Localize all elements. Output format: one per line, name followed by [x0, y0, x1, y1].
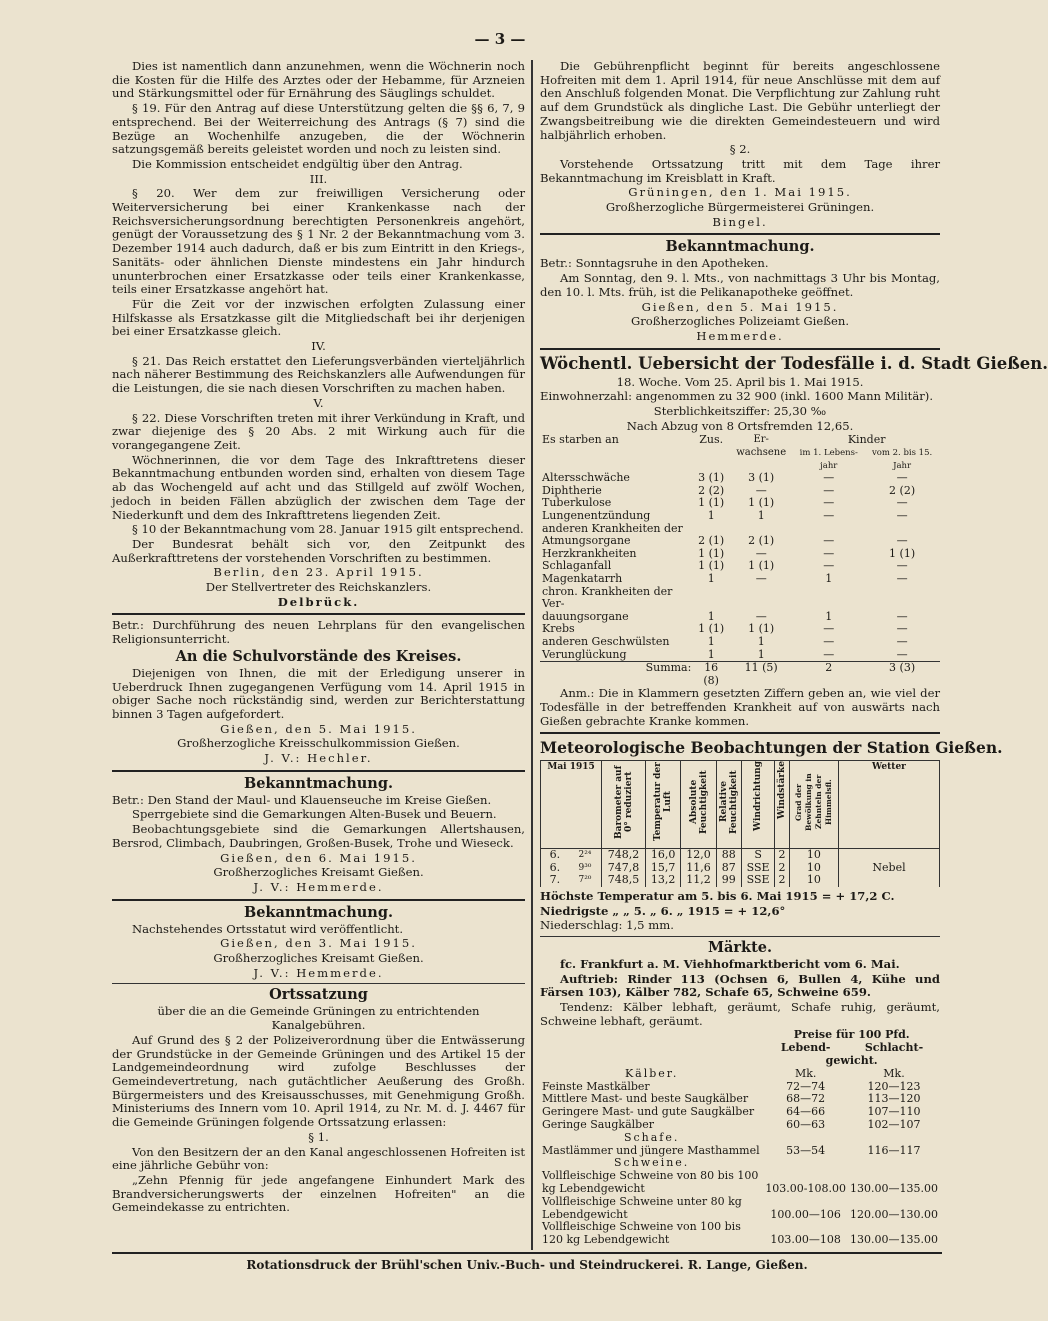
paragraph: Die Gebührenpflicht beginnt für bereits angeschlossene Hofreiten mit dem 1. April 1914, für neue Anschlüsse mit dem auf den Anschluß folgenden Monat. Die Verpflichtung zur Zahlung ruht auf dem Grundstück als dingliche Last. Die Gebühr unterliegt der Zwangsbeitreibung wie die direkten Gemeindesteuern und wird halbjährlich erhoben.: [540, 59, 940, 142]
signature-place-date: Gießen, den 6. Mai 1915.: [220, 850, 417, 865]
price-slaughter: 120.00—130.00: [850, 1207, 938, 1221]
meteo-cell: 748,5: [602, 874, 646, 887]
paragraph: § 10 der Bekanntmachung vom 28. Januar 1915 gilt entsprechend.: [132, 522, 524, 537]
price-live: 103.00—108: [770, 1233, 841, 1247]
col-wind-direction-label: Windrichtung: [753, 761, 764, 832]
count-cell: 1: [707, 634, 715, 648]
count-cell: —: [823, 559, 835, 573]
rule: [112, 899, 525, 901]
paragraph-number: § 2.: [729, 142, 751, 157]
paragraph: Für die Zeit vor der inzwischen erfolgten Zulassung einer Hilfskasse als Ersatzkasse gilt die Mitgliedschaft bei ihr derjenigen bei einer Ersatzkasse gleich.: [112, 296, 525, 339]
price-live: 60—63: [786, 1118, 826, 1132]
section-heading: III.: [309, 171, 328, 186]
count-cell: 1: [825, 572, 833, 585]
count-cell: —: [823, 509, 835, 523]
paragraph: Vorstehende Ortssatzung tritt mit dem Tage ihrer Bekanntmachung im Kreisblatt in Kraft.: [540, 156, 940, 185]
price-live: 72—74: [786, 1079, 826, 1093]
col-date: [541, 761, 602, 849]
col-date-label: Mai 1915: [547, 762, 595, 773]
paragraph: Der Bundesrat behält sich vor, den Zeitpunkt des Außerkrafttretens der vorstehenden Vorschriften zu bestimmen.: [112, 536, 525, 565]
notice-title: Bekanntmachung.: [243, 903, 394, 921]
count-cell: —: [823, 496, 835, 510]
col-rel-humidity-label: Relative Feuchtigkeit: [718, 770, 739, 835]
markets-supply: Auftrieb: Rinder 113 (Ochsen 6, Bullen 4, Kühe und Färsen 103), Kälber 782, Schafe 65, Schweine 659.: [540, 971, 940, 1000]
table-row: [540, 611, 940, 624]
cause-cell: anderen Geschwülsten: [542, 634, 670, 648]
paragraph: Wöchnerinnen, die vor dem Tage des Inkrafttretens dieser Bekanntmachung entbunden worden sind, erhalten von diesem Tage ab das Wochengeld auf acht und das Stillgeld auf zwölf Wochen, jedoch in beiden Fällen abzüglich der zwischen dem Tage der Niederkunft und dem des Inkrafttretens liegenden Zeit.: [112, 452, 525, 522]
table-row: [540, 586, 940, 611]
count-cell: —: [896, 559, 908, 573]
price-row: [540, 1170, 940, 1196]
signature-name: Delbrück.: [277, 594, 360, 609]
notice-subject: Betr.: Sonntagsruhe in den Apotheken.: [540, 256, 769, 271]
count-cell: —: [755, 546, 767, 560]
left-column: [112, 60, 525, 1246]
count-cell: —: [896, 609, 908, 623]
unit-mk: Mk.: [883, 1066, 905, 1080]
price-slaughter-head: Schlacht-: [864, 1041, 924, 1055]
meteo-cell: [839, 849, 940, 862]
deaths-note: Anm.: Die in Klammern gesetzten Ziffern geben an, wie viel der Todesfälle in der betreffenden Krankheit auf von auswärts nach Gießen gebrachte Kranke kommen.: [540, 686, 940, 728]
rule: [540, 348, 940, 350]
price-live: 100.00—106: [770, 1207, 841, 1221]
cause-cell: Diphtherie: [542, 483, 602, 497]
col-wind-direction: [741, 761, 774, 849]
count-cell: 1: [707, 647, 715, 661]
table-row: [540, 649, 940, 662]
col-cloud: [789, 761, 838, 849]
price-slaughter: 116—117: [867, 1143, 921, 1157]
cause-cell: Schlaganfall: [542, 559, 612, 573]
meteo-cell: 9³⁰: [569, 862, 602, 875]
col-weather: [839, 761, 940, 849]
cause-cell: anderen Krankheiten der: [542, 521, 683, 535]
col-wind-strength: [775, 761, 789, 849]
notice-title: Bekanntmachung.: [665, 238, 815, 256]
signature-place-date: Berlin, den 23. April 1915.: [213, 565, 424, 580]
meteo-cell: 13,2: [645, 874, 680, 887]
paragraph: § 22. Diese Vorschriften treten mit ihrer Verkündung in Kraft, und zwar diejenige des § 20 Abs. 2 mit Wirkung auch für die vorangegangene Zeit.: [112, 410, 525, 452]
meteo-cell: 7²⁰: [569, 874, 602, 887]
count-cell: —: [823, 471, 835, 485]
meteo-rain: Niederschlag: 1,5 mm.: [540, 918, 674, 933]
paragraph: Die Kommission entscheidet endgültig über den Antrag.: [132, 156, 463, 171]
rule: [540, 233, 940, 235]
paragraph: § 19. Für den Antrag auf diese Unterstützung gelten die §§ 6, 7, 9 entsprechend. Bei der Weiterreichung des Antrags (§ 7) sind die Bezüge an Wochenhilfe anzugeben, die der Wöchnerin satzungsgemäß bereits geleistet worden und noch zu leisten sind.: [112, 101, 525, 157]
meteo-cell: 11,2: [681, 874, 716, 887]
col-barometer: [602, 761, 646, 849]
meteo-table: [540, 760, 940, 886]
price-item: Mastlämmer und jüngere Masthammel: [542, 1143, 760, 1157]
count-cell: 3 (1): [698, 471, 725, 485]
markets-tendency: Tendenz: Kälber lebhaft, geräumt, Schafe ruhig, geräumt, Schweine lebhaft, geräumt.: [540, 1000, 940, 1028]
count-cell: [693, 586, 729, 611]
price-row: [540, 1221, 940, 1247]
sum-label: Summa:: [645, 661, 692, 675]
count-cell: —: [896, 572, 908, 585]
unit-mk: Mk.: [794, 1066, 817, 1080]
col-cloud-label: Grad der Bewölkung in Zehnteln der Himmelsfl.: [793, 773, 833, 832]
table-row: [541, 862, 940, 875]
col-children: Kinder: [847, 433, 886, 447]
price-row: [540, 1145, 940, 1158]
signature-office: Großherzogliches Polizeiamt Gießen.: [630, 314, 850, 329]
meteo-min: Niedrigste „ „ 5. „ 6. „ 1915 = + 12,6°: [540, 903, 786, 918]
paragraph: „Zehn Pfennig für jede angefangene Einhundert Mark des Brandversicherungswerts der einzelnen Hofreiten" an die Gemeindekasse zu entrichten.: [112, 1172, 525, 1215]
signature-name: J. V.: Hechler.: [264, 751, 373, 766]
count-cell: 2 (1): [748, 534, 775, 548]
cause-cell: Tuberkulose: [542, 496, 612, 510]
price-live: 64—66: [786, 1105, 826, 1119]
meteo-title: Meteorologische Beobachtungen der Station Gießen.: [540, 738, 1003, 758]
page-number: — 3 —: [474, 30, 526, 48]
notice-heading: An die Schulvorstände des Kreises.: [175, 647, 462, 665]
paragraph: Beobachtungsgebiete sind die Gemarkungen Allertshausen, Bersrod, Climbach, Daubringen, Großen-Busek, Trohe und Wieseck.: [112, 822, 525, 850]
price-item: Feinste Mastkälber: [542, 1079, 650, 1093]
paragraph: Dies ist namentlich dann anzunehmen, wenn die Wöchnerin noch die Kosten für die Hilfe des Arztes oder der Hebamme, für Arzneien und Stärkungsmittel oder für Ernährung des Säuglings schuldet.: [112, 59, 525, 101]
count-cell: —: [755, 572, 767, 585]
meteo-cell: 10: [789, 849, 838, 862]
rule: [540, 732, 940, 734]
price-item: Vollfleischige Schweine unter 80 kg Lebendgewicht: [542, 1194, 742, 1221]
count-cell: [729, 586, 793, 611]
sum-first-year: 2: [825, 661, 833, 675]
col-first-year: im 1. Lebensjahr: [799, 448, 858, 471]
count-cell: —: [896, 622, 908, 636]
price-slaughter: 113—120: [867, 1092, 921, 1106]
price-table: [540, 1029, 940, 1247]
cause-cell: Herzkrankheiten: [542, 546, 637, 560]
meteo-cell: 7.: [541, 874, 569, 887]
paragraph: Auf Grund des § 2 der Polizeiverordnung über die Entwässerung der Grundstücke in der Gemeinde Grüningen und des Artikel 15 der Landgemeindeordnung wird zufolge Beschlusses der Gemeindevertretung, nach gutächtlicher Aeußerung des Großh. Bürgermeisters und des Kreisausschusses, mit Genehmigung Großh. Ministeriums des Innern vom 10. April 1914, zu Nr. M. d. J. 4467 für die Gemeinde Grüningen folgende Ortssatzung erlassen:: [112, 1032, 525, 1130]
deaths-table: [540, 434, 940, 687]
deaths-rate: Sterblichkeitsziffer: 25,30 ‰: [653, 404, 827, 419]
count-cell: 1: [707, 572, 715, 585]
price-slaughter: 120—123: [867, 1079, 921, 1093]
meteo-cell: 2: [775, 874, 789, 887]
paragraph: § 20. Wer dem zur freiwilligen Versicherung oder Weiterversicherung bei einer Krankenkasse nach der Reichsversicherungsordnung berechtigten Personenkreis angehört, genügt der Voraussetzung des § 1 Nr. 2 der Bekanntmachung vom 3. Dezember 1914 auch dadurch, daß er bis zum Eintritt in den Kriegs-, Sanitäts- oder ähnlichen Dienste mindestens ein Jahr hindurch ununterbrochen einer Ersatzkasse oder teils einer Krankenkasse, teils einer Ersatzkasse angehört hat.: [112, 186, 525, 297]
printer-footer: Rotationsdruck der Brühl'schen Univ.-Buch- und Steindruckerei. R. Lange, Gießen.: [112, 1252, 942, 1272]
cause-cell: Atmungsorgane: [542, 534, 631, 548]
price-live: 53—54: [786, 1143, 826, 1157]
col-2-15-years: vom 2. bis 15. Jahr: [871, 448, 933, 471]
meteo-cell: 10: [789, 862, 838, 875]
count-cell: 1: [757, 634, 765, 648]
meteo-cell: 11,6: [681, 862, 716, 875]
notice-subject: Betr.: Durchführung des neuen Lehrplans für den evangelischen Religionsunterricht.: [112, 618, 525, 647]
meteo-cell: Nebel: [839, 862, 940, 875]
signature-name: J. V.: Hemmerde.: [253, 965, 384, 980]
meteo-cell: SSE: [741, 874, 774, 887]
meteo-cell: S: [741, 849, 774, 862]
count-cell: —: [896, 534, 908, 548]
price-live: 103.00-108.00: [765, 1182, 847, 1196]
signature-office: Großherzogliche Kreisschulkommission Gießen.: [177, 736, 460, 751]
signature-name: Hemmerde.: [696, 328, 784, 343]
deaths-title: Wöchentl. Uebersicht der Todesfälle i. d. Stadt Gießen.: [540, 353, 1048, 373]
meteo-cell: 87: [716, 862, 741, 875]
markets-title: Märkte.: [707, 938, 773, 956]
count-cell: —: [823, 647, 835, 661]
count-cell: —: [823, 534, 835, 548]
count-cell: 1 (1): [748, 496, 775, 510]
count-cell: —: [896, 647, 908, 661]
cause-cell: Lungenentzündung: [542, 509, 651, 523]
meteo-cell: 10: [789, 874, 838, 887]
sum-total: 16 (8): [703, 661, 719, 687]
meteo-cell: 2: [775, 862, 789, 875]
rule: [540, 936, 940, 937]
deaths-week: 18. Woche. Vom 25. April bis 1. Mai 1915.: [616, 374, 864, 389]
count-cell: 1 (1): [698, 559, 725, 573]
signature-office: Großherzogliches Kreisamt Gießen.: [213, 865, 424, 880]
meteo-cell: 747,8: [602, 862, 646, 875]
meteo-cell: SSE: [741, 862, 774, 875]
col-abs-humidity: [681, 761, 716, 849]
count-cell: 1 (1): [698, 496, 725, 510]
price-live-head: Lebend-: [780, 1041, 831, 1055]
paragraph: Am Sonntag, den 9. l. Mts., von nachmittags 3 Uhr bis Montag, den 10. l. Mts. früh, ist die Pelikanapotheke geöffnet.: [540, 271, 940, 299]
section-heading: IV.: [311, 339, 326, 354]
paragraph-number: § 1.: [308, 1129, 329, 1144]
paragraph: § 21. Das Reich erstattet den Lieferungsverbänden vierteljährlich nach näherer Bestimmung des Reichskanzlers alle Aufwendungen für die Leistungen, die sie nach diesen Vorschriften zu machen haben.: [112, 353, 525, 396]
col-temperature: [645, 761, 680, 849]
rule: [112, 613, 525, 615]
price-slaughter: 102—107: [867, 1118, 921, 1132]
meteo-cell: 748,2: [602, 849, 646, 862]
col-abs-humidity-label: Absolute Feuchtigkeit: [688, 770, 709, 835]
count-cell: —: [823, 622, 835, 636]
statute-title: Ortssatzung: [269, 986, 368, 1004]
count-cell: [864, 586, 940, 611]
cause-cell: Magenkatarrh: [542, 572, 623, 585]
col-cause: Es starben an: [542, 433, 619, 447]
deaths-population: Einwohnerzahl: angenommen zu 32 900 (inkl. 1600 Mann Militär).: [540, 389, 933, 404]
signature-place-date: Grüningen, den 1. Mai 1915.: [628, 185, 852, 200]
count-cell: 3 (1): [748, 471, 775, 485]
count-cell: —: [896, 634, 908, 648]
count-cell: 1: [757, 509, 765, 523]
meteo-cell: 88: [716, 849, 741, 862]
count-cell: —: [823, 546, 835, 560]
count-cell: 1 (1): [698, 546, 725, 560]
table-row: [540, 510, 940, 523]
right-column: [540, 59, 1048, 1247]
notice-subject: Betr.: Den Stand der Maul- und Klauenseuche im Kreise Gießen.: [112, 792, 492, 807]
count-cell: 1: [757, 647, 765, 661]
col-total: Zus.: [699, 433, 724, 447]
group-calves: Kälber.: [624, 1066, 679, 1080]
count-cell: 2 (2): [698, 483, 725, 497]
signature-place-date: Gießen, den 5. Mai 1915.: [220, 721, 417, 736]
count-cell: 1 (1): [748, 559, 775, 573]
count-cell: —: [755, 609, 767, 623]
cause-cell: chron. Krankheiten der Ver-: [542, 584, 673, 611]
signature-place-date: Gießen, den 5. Mai 1915.: [641, 299, 839, 314]
col-wind-strength-label: Windstärke: [777, 761, 788, 820]
meteo-cell: 99: [716, 874, 741, 887]
price-slaughter: 107—110: [867, 1105, 921, 1119]
section-heading: V.: [313, 395, 324, 410]
notice-title: Bekanntmachung.: [243, 774, 394, 792]
price-head: Preise für 100 Pfd.: [793, 1028, 910, 1042]
table-row: [540, 636, 940, 649]
group-sheep: Schafe.: [623, 1130, 680, 1144]
count-cell: —: [823, 483, 835, 497]
price-item: Vollfleischige Schweine von 100 bis 120 kg Lebendgewicht: [542, 1220, 741, 1247]
col-temperature-label: Temperatur der Luft: [653, 763, 674, 842]
paragraph: Von den Besitzern der an den Kanal angeschlossenen Hofreiten ist eine jährliche Gebühr von:: [112, 1144, 525, 1173]
rule: [112, 983, 525, 984]
column-divider: [531, 60, 533, 1250]
count-cell: 1 (1): [889, 546, 916, 560]
count-cell: —: [823, 634, 835, 648]
meteo-cell: 12,0: [681, 849, 716, 862]
signature-name: Bingel.: [712, 214, 768, 229]
price-slaughter: 130.00—135.00: [850, 1182, 938, 1196]
sum-2-15-years: 3 (3): [889, 661, 916, 675]
count-cell: 2 (1): [698, 534, 725, 548]
group-pigs: Schweine.: [613, 1156, 690, 1170]
count-cell: 1 (1): [748, 622, 775, 636]
price-item: Vollfleischige Schweine von 80 bis 100 kg Lebendgewicht: [542, 1169, 759, 1196]
markets-report: fc. Frankfurt a. M. Viehhofmarktbericht vom 6. Mai.: [560, 956, 900, 971]
price-slaughter: 130.00—135.00: [850, 1233, 938, 1247]
col-weather-label: Wetter: [872, 762, 906, 773]
meteo-max: Höchste Temperatur am 5. bis 6. Mai 1915 = + 17,2 C.: [540, 888, 895, 903]
price-item: Mittlere Mast- und beste Saugkälber: [542, 1092, 749, 1106]
meteo-cell: [839, 874, 940, 887]
signature-place-date: Gießen, den 3. Mai 1915.: [220, 936, 417, 951]
price-item: Geringere Mast- und gute Saugkälber: [542, 1105, 755, 1119]
price-live: 68—72: [786, 1092, 826, 1106]
table-row: [540, 535, 940, 548]
count-cell: 2 (2): [889, 483, 916, 497]
meteo-cell: 6.: [541, 849, 569, 862]
count-cell: —: [755, 483, 767, 497]
col-adult: Erwachsene: [736, 434, 787, 459]
signature-office: Großherzogliches Kreisamt Gießen.: [213, 951, 424, 966]
paragraph: Diejenigen von Ihnen, die mit der Erledigung unserer in Ueberdruck Ihnen zugegangenen Verfügung vom 14. April 1915 in obiger Sache noch rückständig sind, werden zur Berichterstattung binnen 3 Tagen aufgefordert.: [112, 665, 525, 721]
table-row: [541, 849, 940, 862]
table-row: [540, 472, 940, 485]
meteo-cell: 2: [775, 849, 789, 862]
count-cell: 1 (1): [698, 622, 725, 636]
cause-cell: Verunglückung: [542, 647, 627, 661]
price-item: Geringe Saugkälber: [542, 1118, 654, 1132]
rule: [112, 770, 525, 772]
cause-cell: dauungsorgane: [542, 609, 629, 623]
sum-adult: 11 (5): [744, 661, 778, 675]
meteo-cell: 15,7: [645, 862, 680, 875]
table-row: [541, 874, 940, 887]
count-cell: —: [896, 471, 908, 485]
count-cell: [793, 586, 864, 611]
paragraph: Nachstehendes Ortsstatut wird veröffentlicht.: [132, 921, 404, 936]
table-row: [540, 573, 940, 586]
cause-cell: Altersschwäche: [542, 471, 630, 485]
meteo-cell: 16,0: [645, 849, 680, 862]
statute-subtitle: über die an die Gemeinde Grüningen zu entrichtenden Kanalgebühren.: [157, 1004, 480, 1033]
signature-office: Der Stellvertreter des Reichskanzlers.: [205, 580, 432, 595]
meteo-cell: 6.: [541, 862, 569, 875]
signature-office: Großherzogliche Bürgermeisterei Grüningen.: [605, 200, 875, 215]
col-barometer-label: Barometer auf 0° reduziert: [613, 765, 634, 840]
signature-name: J. V.: Hemmerde.: [253, 879, 384, 894]
count-cell: 1: [707, 609, 715, 623]
price-row: [540, 1119, 940, 1132]
cause-cell: Krebs: [542, 622, 575, 636]
price-weight-head: gewicht.: [825, 1054, 878, 1068]
meteo-cell: 2²⁴: [569, 849, 602, 862]
count-cell: 1: [825, 609, 833, 623]
paragraph: Sperrgebiete sind die Gemarkungen Alten-Busek und Beuern.: [132, 807, 497, 822]
deaths-rate-adjusted: Nach Abzug von 8 Ortsfremden 12,65.: [626, 418, 854, 433]
count-cell: —: [896, 496, 908, 510]
count-cell: —: [896, 509, 908, 523]
price-row: [540, 1196, 940, 1222]
col-rel-humidity: [716, 761, 741, 849]
count-cell: 1: [707, 509, 715, 523]
